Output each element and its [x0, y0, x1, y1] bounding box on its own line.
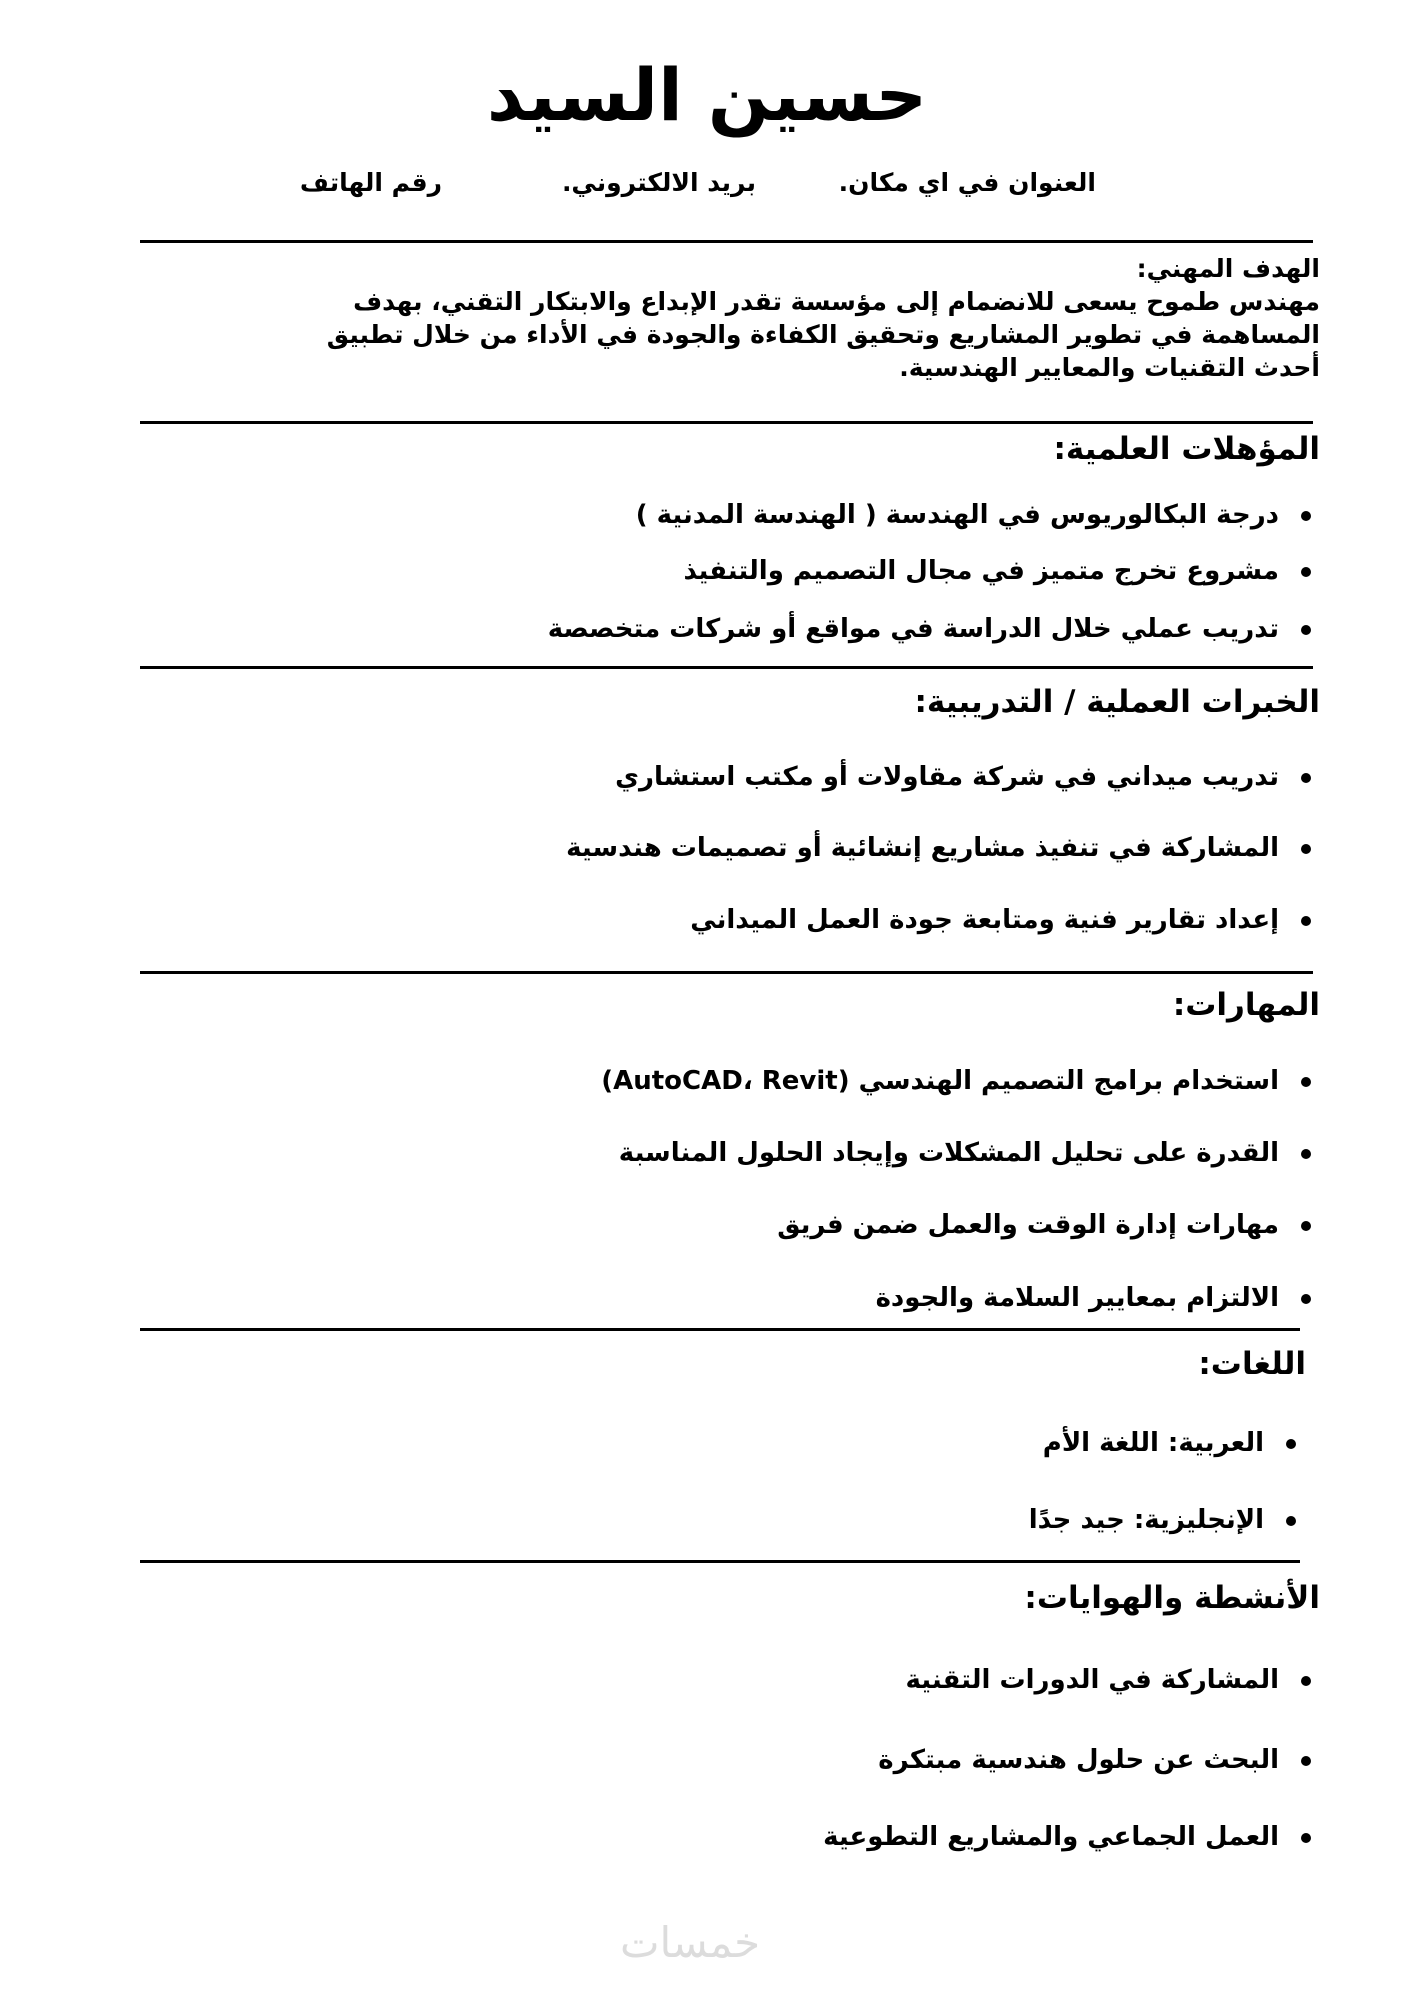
language-item: العربية: اللغة الأم	[1042, 1428, 1264, 1458]
section-title-languages: اللغات:	[1198, 1346, 1306, 1382]
experience-item: المشاركة في تنفيذ مشاريع إنشائية أو تصميمات هندسية	[566, 833, 1279, 863]
education-item: مشروع تخرج متميز في مجال التصميم والتنفيذ	[683, 556, 1279, 586]
activities-item: المشاركة في الدورات التقنية	[905, 1665, 1279, 1695]
objective-line: المساهمة في تطوير المشاريع وتحقيق الكفاءة والجودة في الأداء من خلال تطبيق	[326, 320, 1320, 349]
divider	[140, 666, 1313, 669]
skills-item: الالتزام بمعايير السلامة والجودة	[875, 1283, 1279, 1313]
objective-label: الهدف المهني:	[1136, 254, 1320, 283]
experience-item: إعداد تقارير فنية ومتابعة جودة العمل الميداني	[690, 905, 1279, 935]
divider	[140, 240, 1313, 243]
section-title-experience: الخبرات العملية / التدريبية:	[914, 684, 1320, 720]
objective-line: مهندس طموح يسعى للانضمام إلى مؤسسة تقدر الإبداع والابتكار التقني، بهدف	[353, 287, 1320, 316]
experience-item: تدريب ميداني في شركة مقاولات أو مكتب استشاري	[615, 762, 1279, 792]
watermark-logo: خمسات	[620, 1918, 761, 1967]
candidate-name: حسين السيد	[486, 53, 928, 137]
section-title-skills: المهارات:	[1172, 987, 1320, 1023]
career-objective	[260, 252, 1320, 384]
skills-item: مهارات إدارة الوقت والعمل ضمن فريق	[777, 1210, 1279, 1240]
divider	[140, 1560, 1300, 1563]
divider	[140, 421, 1313, 424]
divider	[140, 1328, 1300, 1331]
skills-item: القدرة على تحليل المشكلات وإيجاد الحلول المناسبة	[618, 1138, 1279, 1168]
activities-item: البحث عن حلول هندسية مبتكرة	[878, 1745, 1279, 1775]
skills-item: استخدام برامج التصميم الهندسي (AutoCAD، Revit)	[601, 1066, 1279, 1096]
section-title-activities: الأنشطة والهوايات:	[1024, 1580, 1320, 1616]
language-item: الإنجليزية: جيد جدًا	[1028, 1505, 1264, 1535]
objective-line: أحدث التقنيات والمعايير الهندسية.	[899, 353, 1320, 382]
section-title-education: المؤهلات العلمية:	[1053, 431, 1320, 467]
education-item: درجة البكالوريوس في الهندسة ( الهندسة المدنية )	[635, 500, 1279, 530]
divider	[140, 971, 1313, 974]
activities-item: العمل الجماعي والمشاريع التطوعية	[823, 1822, 1279, 1852]
education-item: تدريب عملي خلال الدراسة في مواقع أو شركات متخصصة	[547, 614, 1279, 644]
